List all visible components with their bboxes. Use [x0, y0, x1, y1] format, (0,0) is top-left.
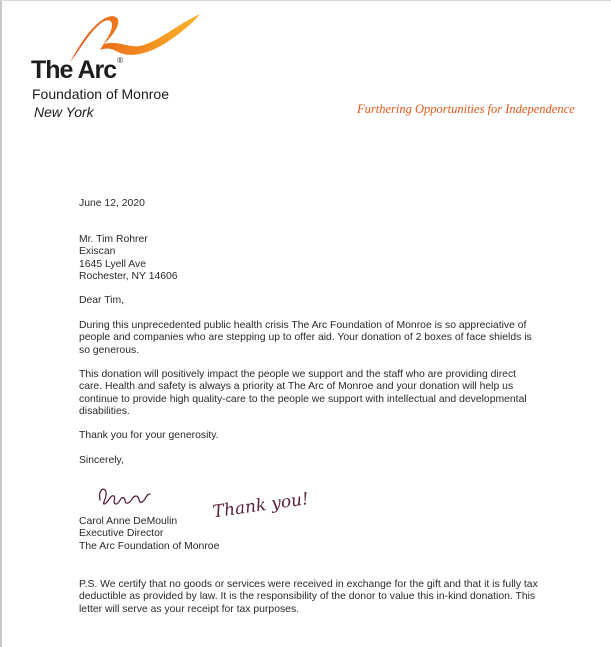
- recipient-line: Rochester, NY 14606: [79, 271, 178, 283]
- page-edge: [0, 0, 2, 647]
- page-top-edge: [0, 0, 611, 1]
- letter-date: June 12, 2020: [79, 198, 145, 209]
- body-paragraph: Thank you for your generosity.: [79, 430, 219, 441]
- org-subtitle: Foundation of Monroe: [32, 86, 169, 102]
- thank-you-note: Thank you!: [211, 489, 311, 522]
- recipient-line: Exiscan: [79, 246, 116, 258]
- recipient-block: [79, 234, 178, 284]
- signer-block: [79, 516, 219, 553]
- closing: Sincerely,: [79, 455, 124, 466]
- body-paragraph: This donation will positively impact the people we support and the staff who are providing direct care. Health and safety is always a priority at The Arc of Monroe and your donation will help us continue to provide high quality-care to the people we support with intellectual and developmental disabilities.: [79, 369, 527, 418]
- body-paragraph: During this unprecedented public health crisis The Arc Foundation of Monroe is so appreciative of people and companies who are stepping up to offer aid. Your donation of 2 boxes of face shields is so generous.: [79, 320, 532, 356]
- salutation: Dear Tim,: [79, 295, 125, 306]
- tagline: Furthering Opportunities for Independence: [357, 102, 575, 116]
- signer-org: The Arc Foundation of Monroe: [79, 540, 220, 552]
- recipient-line: 1645 Lyell Ave: [79, 258, 147, 270]
- postscript: P.S. We certify that no goods or services were received in exchange for the gift and that it is fully tax deductible as provided by law. It is the responsibility of the donor to value this in-kind donation. This letter will serve as your receipt for tax purposes.: [79, 579, 538, 615]
- recipient-line: Mr. Tim Rohrer: [79, 234, 148, 245]
- signer-title: Executive Director: [79, 528, 164, 540]
- org-name: The Arc®: [31, 56, 123, 84]
- org-state: New York: [34, 104, 94, 120]
- handwritten-thank-you: [208, 480, 324, 522]
- signature-scribble: [94, 482, 154, 510]
- signer-name: Carol Anne DeMoulin: [79, 516, 178, 527]
- arc-logo: [30, 10, 210, 122]
